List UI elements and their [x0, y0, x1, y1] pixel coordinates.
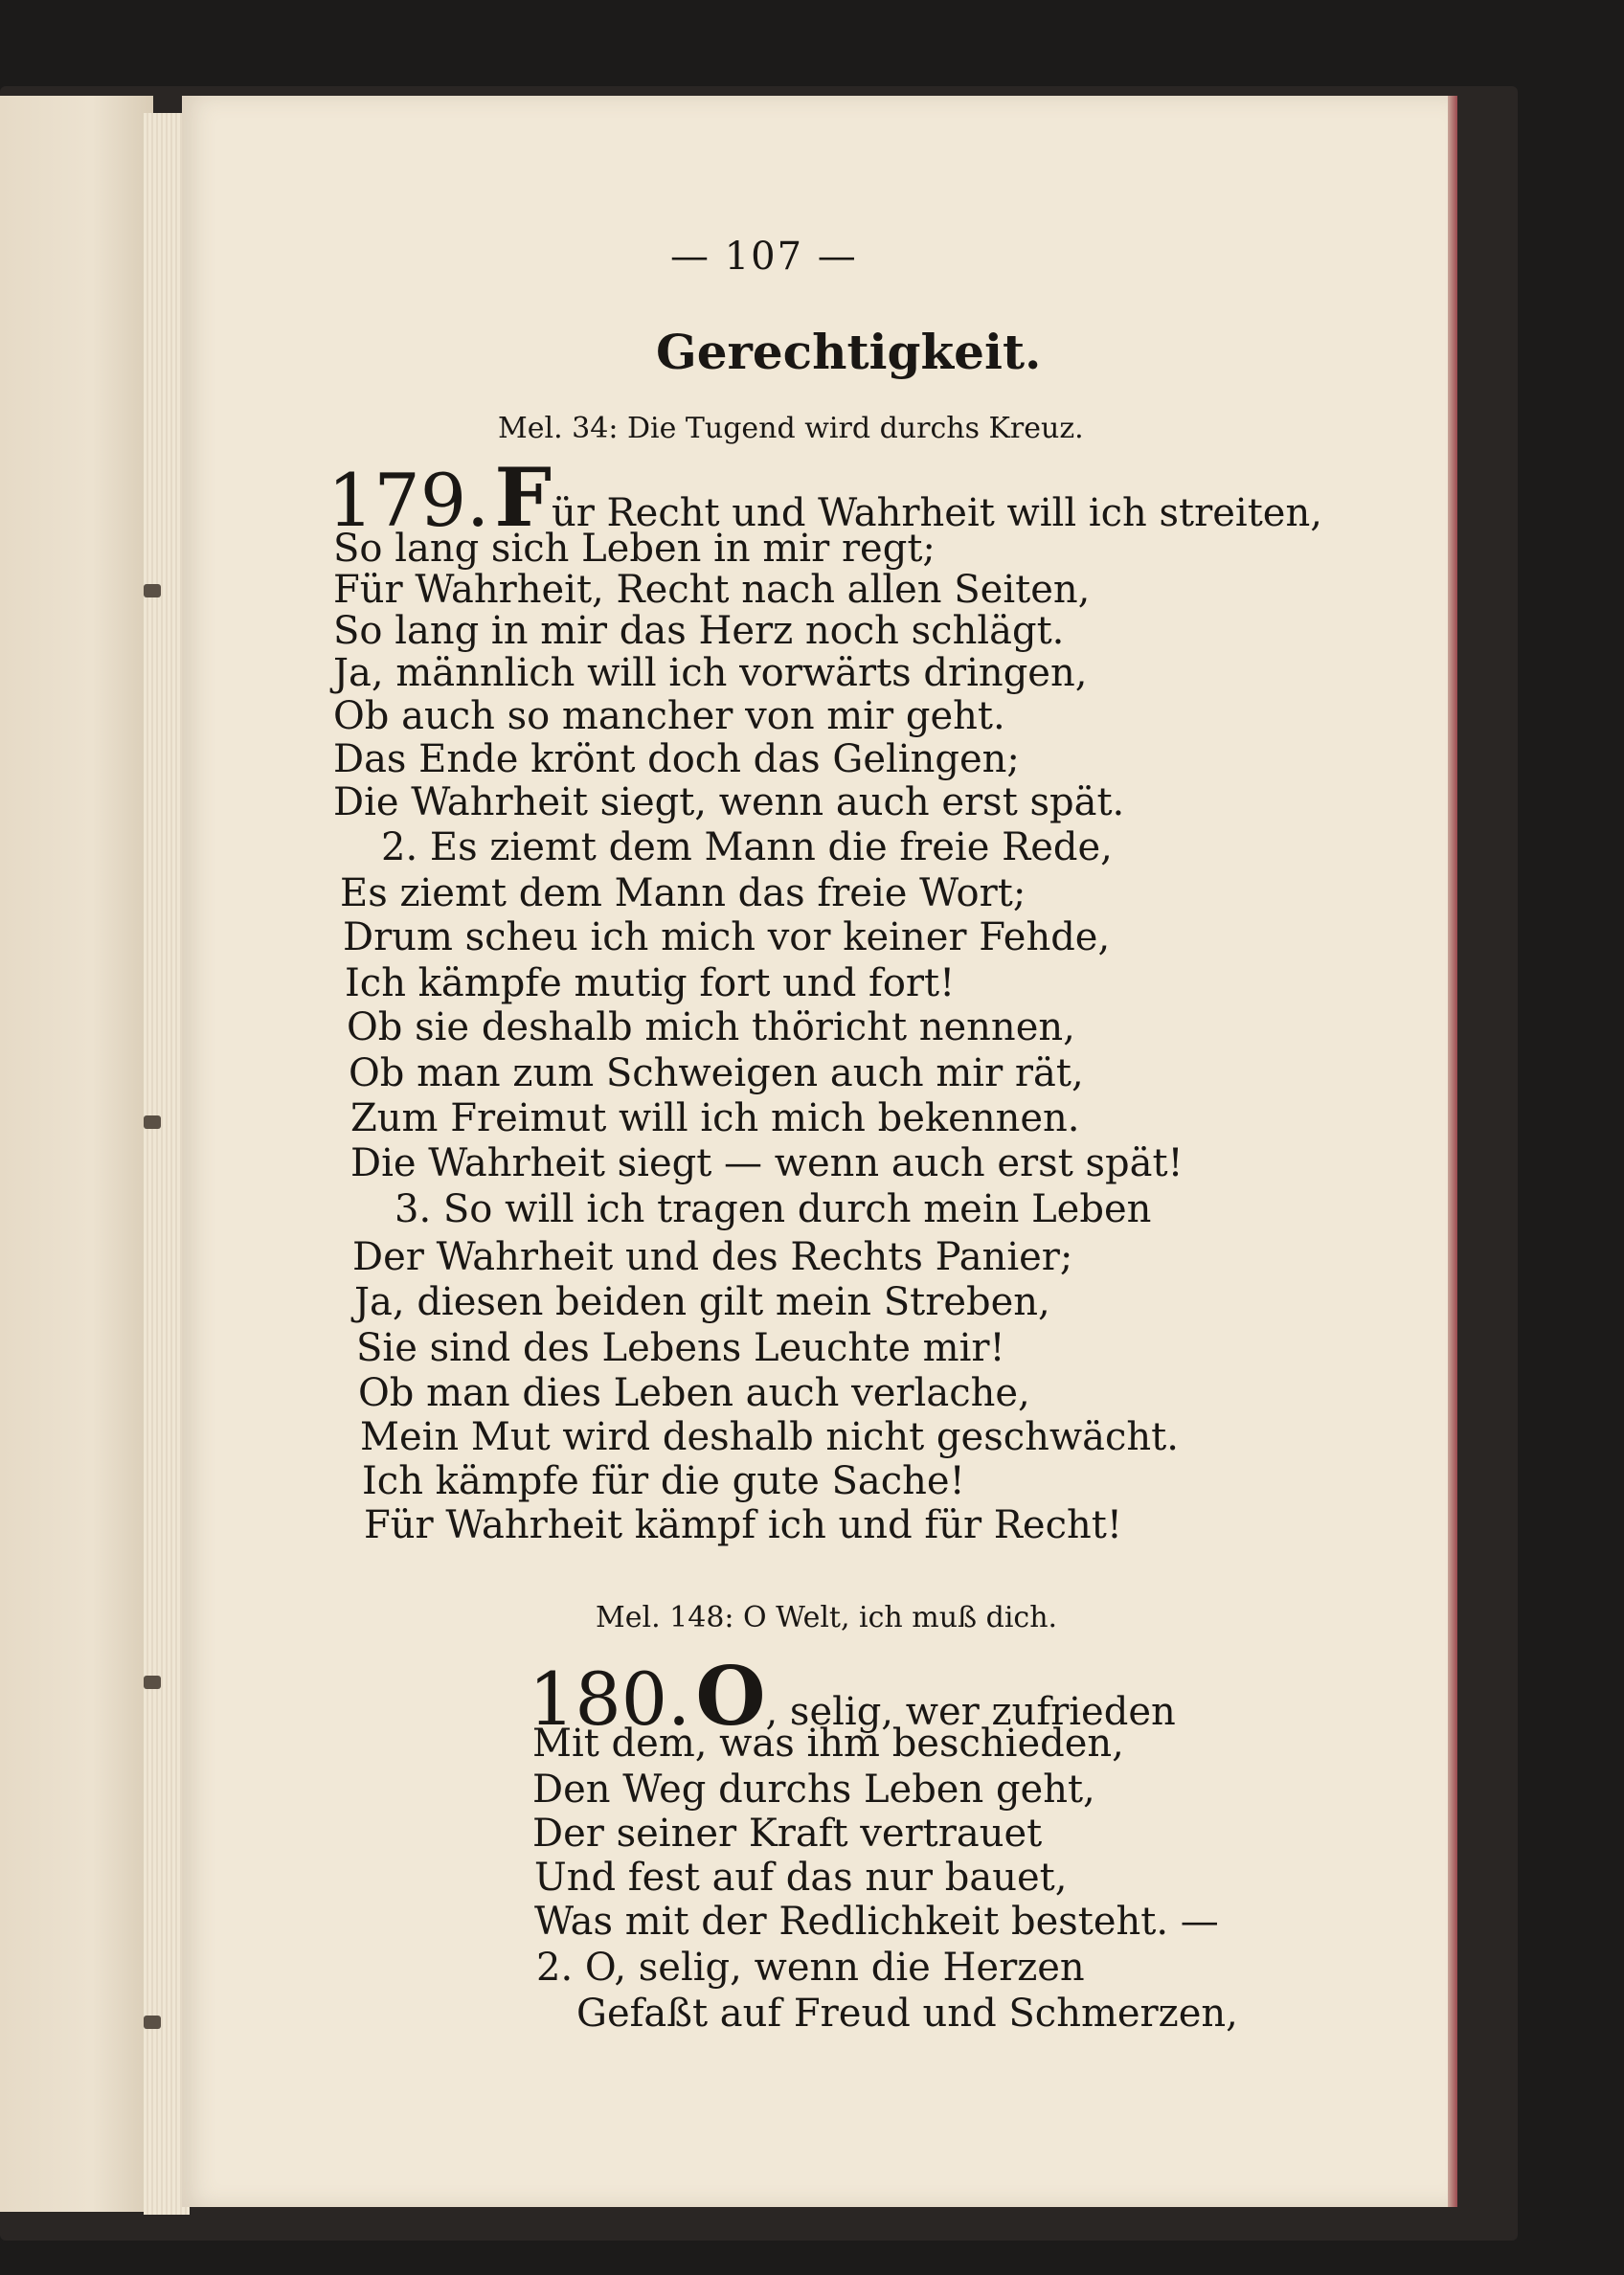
binding-thread	[144, 1115, 161, 1129]
verse-line: Ob auch so mancher von mir geht.	[333, 694, 1005, 738]
verse-line: Für Wahrheit, Recht nach allen Seiten,	[333, 568, 1091, 612]
binding-thread	[144, 2016, 161, 2029]
verse-line: Den Weg durchs Leben geht,	[532, 1768, 1095, 1812]
verse-line: Der seiner Kraft vertrauet	[532, 1812, 1043, 1856]
verse-line: Ich kämpfe für die gute Sache!	[362, 1459, 965, 1503]
verse-line: Was mit der Redlichkeit besteht. —	[534, 1900, 1219, 1944]
page-number: — 107 —	[670, 235, 858, 279]
hymn-179-dropcap: F	[494, 450, 552, 545]
hymn-180-number: 180.	[529, 1656, 691, 1742]
hymn-180-melody: Mel. 148: O Welt, ich muß dich.	[596, 1601, 1058, 1634]
verse-line: Für Wahrheit kämpf ich und für Recht!	[364, 1503, 1122, 1547]
verse-line: Die Wahrheit siegt — wenn auch erst spät!	[350, 1141, 1184, 1185]
verse-line: Ob man zum Schweigen auch mir rät,	[349, 1051, 1084, 1095]
verse-line: Ich kämpfe mutig fort und fort!	[345, 961, 956, 1005]
section-title: Gerechtigkeit.	[656, 324, 1042, 380]
verse-line: Mit dem, was ihm beschieden,	[532, 1722, 1124, 1766]
verse-line: So lang in mir das Herz noch schlägt.	[333, 609, 1065, 653]
verse-line: Das Ende krönt doch das Gelingen;	[333, 737, 1020, 781]
verse-line: 3. So will ich tragen durch mein Leben	[395, 1187, 1152, 1231]
verse-line: Sie sind des Lebens Leuchte mir!	[356, 1326, 1005, 1370]
verse-line: 2. O, selig, wenn die Herzen	[536, 1946, 1085, 1990]
verse-line: Ja, männlich will ich vorwärts dringen,	[333, 651, 1088, 695]
verse-line: 2. Es ziemt dem Mann die freie Rede,	[381, 825, 1113, 869]
verse-line: Zum Freimut will ich mich bekennen.	[350, 1096, 1080, 1140]
hymn-179-first-line-text: ür Recht und Wahrheit will ich streiten,	[551, 491, 1322, 535]
hymn-179-number: 179.	[327, 458, 490, 543]
verse-line: So lang sich Leben in mir regt;	[333, 527, 936, 571]
verse-line: Der Wahrheit und des Rechts Panier;	[352, 1235, 1073, 1279]
hymn-180-first-line-text: , selig, wer zufrieden	[765, 1690, 1176, 1734]
verse-line: Ja, diesen beiden gilt mein Streben,	[354, 1280, 1050, 1324]
facing-page	[0, 96, 153, 2212]
binding-thread	[144, 1676, 161, 1689]
verse-line: Die Wahrheit siegt, wenn auch erst spät.	[333, 780, 1125, 824]
verse-line: Mein Mut wird deshalb nicht geschwächt.	[360, 1415, 1179, 1459]
binding-thread	[144, 584, 161, 597]
verse-line: Gefaßt auf Freud und Schmerzen,	[576, 1992, 1238, 2036]
verse-line: Ob man dies Leben auch verlache,	[358, 1371, 1030, 1415]
hymn-179-melody: Mel. 34: Die Tugend wird durchs Kreuz.	[498, 412, 1084, 445]
verse-line: Ob sie deshalb mich thöricht nennen,	[347, 1005, 1075, 1049]
verse-line: Drum scheu ich mich vor keiner Fehde,	[343, 915, 1111, 959]
red-page-edge	[1448, 96, 1457, 2207]
hymn-180-dropcap: O	[695, 1649, 766, 1744]
verse-line: Es ziemt dem Mann das freie Wort;	[340, 871, 1026, 915]
verse-line: Und fest auf das nur bauet,	[534, 1856, 1068, 1900]
